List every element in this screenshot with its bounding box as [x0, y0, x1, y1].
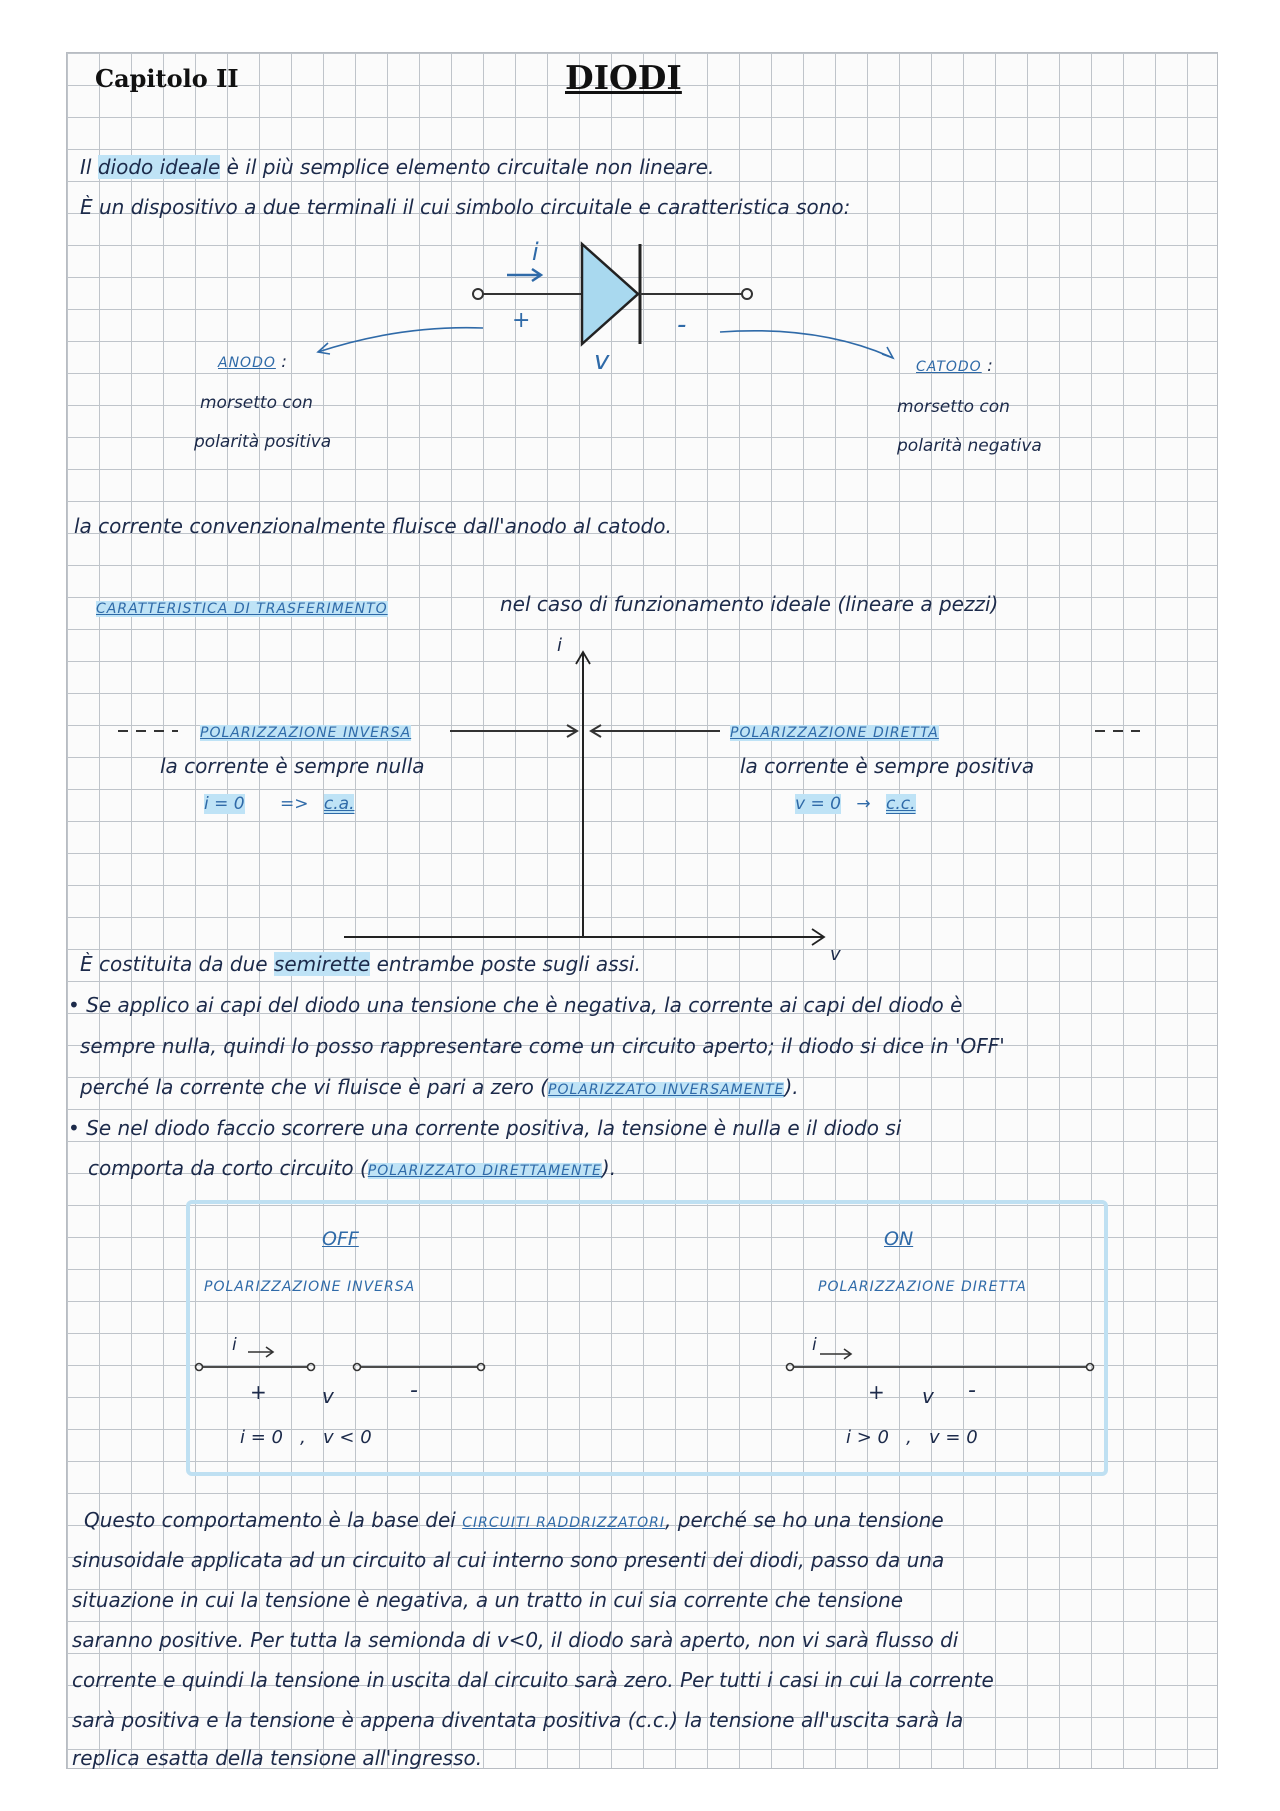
body1-line-2: • Se applico ai capi del diodo una tensione che è negativa, la corrente ai capi del diodo è [68, 993, 963, 1017]
direct-label: POLARIZZAZIONE DIRETTA [730, 725, 939, 741]
direct-equation: v = 0 → c.c. [795, 794, 916, 814]
ideal-diode-highlight: diodo ideale [97, 155, 221, 179]
axis-v-label: v [830, 944, 841, 965]
off-condition: i = 0 , v < 0 [240, 1427, 372, 1448]
inverse-desc: la corrente è sempre nulla [160, 754, 425, 778]
on-current: i [812, 1335, 817, 1355]
off-current: i [232, 1335, 237, 1355]
on-plus: + [868, 1380, 885, 1404]
on-voltage: v [922, 1384, 934, 1408]
body1-line-1: È costituita da due semirette entrambe poste sugli assi. [80, 952, 641, 976]
body2-line-6: sarà positiva e la tensione è appena diventata positiva (c.c.) la tensione all'uscita sarà la [72, 1708, 964, 1732]
on-subtitle: POLARIZZAZIONE DIRETTA [818, 1279, 1027, 1295]
inverse-equation: i = 0 => c.a. [204, 794, 355, 814]
page-title: DIODI [565, 58, 682, 97]
body1-line-6: comporta da corto circuito (POLARIZZATO DIRETTAMENTE). [88, 1156, 617, 1180]
on-condition: i > 0 , v = 0 [846, 1427, 978, 1448]
diode-current-label: i [532, 238, 539, 266]
minus-sign: - [677, 310, 687, 340]
body2-line-7: replica esatta della tensione all'ingresso. [72, 1746, 483, 1770]
intro-text: Il [80, 155, 92, 179]
body2-line-3: situazione in cui la tensione è negativa, a un tratto in cui sia corrente che tensione [72, 1588, 904, 1612]
off-voltage: v [322, 1384, 334, 1408]
chapter-label: Capitolo II [95, 64, 239, 93]
diode-voltage-label: v [594, 346, 610, 376]
direct-desc: la corrente è sempre positiva [740, 754, 1035, 778]
off-minus: - [410, 1378, 418, 1403]
body2-line-2: sinusoidale applicata ad un circuito al cui interno sono presenti dei diodi, passo da una [72, 1548, 945, 1572]
off-subtitle: POLARIZZAZIONE INVERSA [204, 1279, 416, 1295]
intro-text: è il più semplice elemento circuitale non lineare. [226, 155, 715, 179]
body2-line-5: corrente e quindi la tensione in uscita dal circuito sarà zero. Per tutti i casi in cui la corrente [72, 1668, 994, 1692]
on-title: ON [884, 1228, 914, 1250]
body1-line-4: perché la corrente che vi fluisce è pari a zero (POLARIZZATO INVERSAMENTE). [80, 1075, 799, 1099]
axis-i-label: i [557, 635, 563, 656]
body2-line-4: saranno positive. Per tutta la semionda di v<0, il diodo sarà aperto, non vi sarà flusso di [72, 1628, 959, 1652]
cathode-desc-2: polarità negativa [897, 436, 1042, 456]
off-plus: + [250, 1380, 267, 1404]
plus-sign: + [512, 308, 531, 333]
anode-label: ANODO : [218, 352, 288, 372]
anode-desc-2: polarità positiva [194, 432, 332, 452]
inverse-label: POLARIZZAZIONE INVERSA [200, 725, 412, 741]
body1-line-5: • Se nel diodo faccio scorrere una corrente positiva, la tensione è nulla e il diodo si [68, 1116, 902, 1140]
on-minus: - [968, 1378, 976, 1403]
anode-desc-1: morsetto con [200, 393, 313, 413]
off-title: OFF [322, 1228, 359, 1250]
body2-line-1: Questo comportamento è la base dei CIRCUITI RADDRIZZATORI, perché se ho una tensione [84, 1508, 944, 1532]
transfer-desc: nel caso di funzionamento ideale (lineare a pezzi) [500, 592, 999, 616]
transfer-label: CARATTERISTICA DI TRASFERIMENTO [96, 601, 388, 617]
intro-line-2: È un dispositivo a due terminali il cui simbolo circuitale e caratteristica sono: [80, 195, 851, 219]
current-flow-note: la corrente convenzionalmente fluisce dall'anodo al catodo. [74, 514, 672, 538]
cathode-label: CATODO : [916, 356, 993, 376]
body1-line-3: sempre nulla, quindi lo posso rappresentare come un circuito aperto; il diodo si dice in 'OFF' [80, 1034, 1005, 1058]
cathode-desc-1: morsetto con [897, 397, 1010, 417]
